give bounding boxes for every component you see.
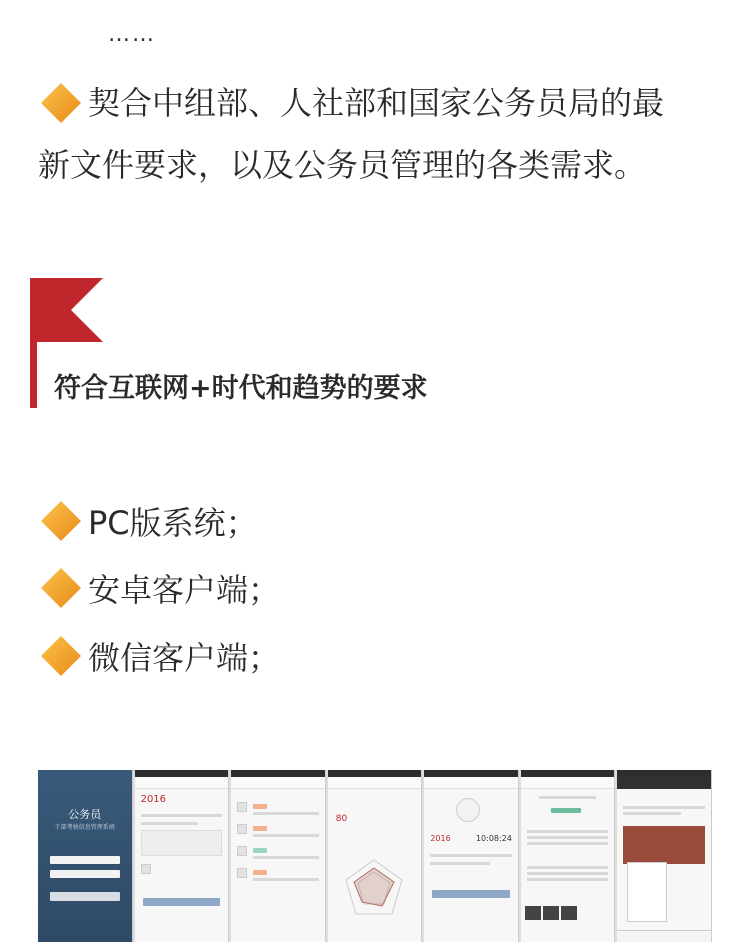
wechat-screen-thumbnail [617,770,712,942]
radar-icon [342,856,406,920]
login-title: 公务员 [68,808,102,821]
orange-diamond-icon [38,633,84,679]
orange-diamond-icon [38,565,84,611]
red-flag-icon [37,278,103,342]
avatar [456,798,480,822]
orange-diamond-icon [38,498,84,544]
app-screenshots-strip [38,770,712,942]
list-item-label: 微信客户端； [88,639,281,677]
banner-image [623,826,705,864]
password-field [50,870,120,878]
year-label: 2016 [140,794,167,805]
time-label: 10:08:24 [475,834,512,843]
popup-menu [627,862,667,922]
login-subtitle: 干部考核信息管理系统 [54,824,115,831]
score-label: 80 [335,814,348,824]
article-screen-thumbnail [521,770,616,942]
rating-list-thumbnail [231,770,326,942]
intro-line-2: 新文件要求，以及公务员管理的各类需求。 [38,146,647,184]
list-item [38,631,280,681]
section-title: 符合互联网+时代和趋势的要求 [54,373,428,404]
orange-diamond-icon [38,80,84,126]
flag-pole [30,278,37,408]
list-item [38,563,280,613]
year-label-2: 2016 [430,834,451,843]
radar-chart-thumbnail [328,770,423,942]
list-item-label: 安卓客户端； [88,571,281,609]
ellipsis-text: …… [108,22,156,47]
login-screen-thumbnail [38,770,133,942]
checkin-screen-thumbnail [424,770,519,942]
record-screen-thumbnail [135,770,230,942]
intro-paragraph [38,72,728,196]
list-item [38,496,258,546]
login-button [50,892,120,901]
username-field [50,856,120,864]
intro-line-1: 契合中组部、人社部和国家公务员局的最 [88,84,665,122]
section-header [30,278,710,410]
list-item-label: PC版系统； [88,504,258,542]
